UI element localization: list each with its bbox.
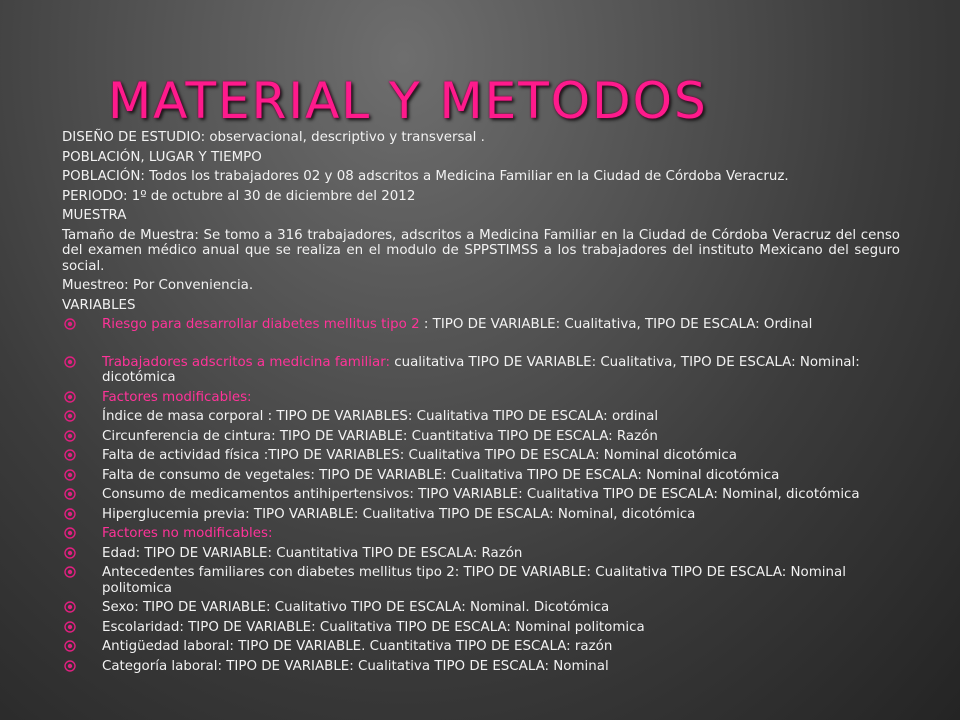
list-item bbox=[62, 526, 900, 542]
list-item bbox=[62, 565, 900, 596]
target-bullet-icon bbox=[64, 547, 76, 559]
list-item-text: : TIPO DE VARIABLE: Cualitativa, TIPO DE ESCALA: Ordinal bbox=[419, 317, 813, 332]
target-bullet-icon bbox=[64, 621, 76, 633]
target-bullet-icon bbox=[64, 430, 76, 442]
list-item-text: Circunferencia de cintura: TIPO DE VARIABLE: Cuantitativa TIPO DE ESCALA: Razón bbox=[102, 428, 658, 444]
target-bullet-icon bbox=[64, 391, 76, 403]
list-item-text: Consumo de medicamentos antihipertensivos: TIPO VARIABLE: Cualitativa TIPO DE ESCALA: Nominal, dicotómica bbox=[102, 487, 860, 502]
list-item-highlight: Riesgo para desarrollar diabetes mellitus tipo 2 bbox=[102, 317, 420, 332]
target-bullet-icon bbox=[64, 601, 76, 613]
target-bullet-icon bbox=[64, 527, 76, 539]
list-item-text: Categoría laboral: TIPO DE VARIABLE: Cualitativa TIPO DE ESCALA: Nominal bbox=[102, 658, 609, 674]
list-item bbox=[62, 600, 900, 616]
paragraph-variables-heading: VARIABLES bbox=[62, 297, 136, 313]
list-item-text: Antecedentes familiares con diabetes mellitus tipo 2: TIPO DE VARIABLE: Cualitativa TIPO DE ESCALA: Nominal politomica bbox=[102, 565, 846, 596]
target-bullet-icon bbox=[64, 469, 76, 481]
target-bullet-icon bbox=[64, 660, 76, 672]
list-item-text: Falta de actividad física :TIPO DE VARIABLES: Cualitativa TIPO DE ESCALA: Nominal dicotómica bbox=[102, 448, 737, 463]
paragraph-population: POBLACIÓN: Todos los trabajadores 02 y 08 adscritos a Medicina Familiar en la Ciudad de Córdoba Veracruz. bbox=[62, 169, 789, 184]
list-item-text: Sexo: TIPO DE VARIABLE: Cualitativo TIPO DE ESCALA: Nominal. Dicotómica bbox=[102, 600, 610, 615]
list-item bbox=[62, 639, 900, 655]
list-item bbox=[62, 448, 900, 464]
slide-content bbox=[62, 130, 900, 678]
list-item bbox=[62, 468, 900, 484]
target-bullet-icon bbox=[64, 566, 76, 578]
list-item-text: cualitativa TIPO DE VARIABLE: Cualitativa, TIPO DE ESCALA: Nominal: dicotómica bbox=[102, 354, 860, 385]
list-item bbox=[62, 355, 900, 386]
paragraph-population-heading: POBLACIÓN, LUGAR Y TIEMPO bbox=[62, 149, 262, 165]
target-bullet-icon bbox=[64, 449, 76, 461]
paragraph-sampling: Muestreo: Por Conveniencia. bbox=[62, 278, 254, 293]
list-item bbox=[62, 487, 900, 503]
list-item-text: Hiperglucemia previa: TIPO VARIABLE: Cualitativa TIPO DE ESCALA: Nominal, dicotómica bbox=[102, 506, 696, 522]
list-item-text: Edad: TIPO DE VARIABLE: Cuantitativa TIPO DE ESCALA: Razón bbox=[102, 545, 523, 561]
paragraph-period: PERIODO: 1º de octubre al 30 de diciembre del 2012 bbox=[62, 188, 416, 204]
slide-title: MATERIAL Y METODOS bbox=[108, 72, 708, 130]
list-item bbox=[62, 429, 900, 445]
target-bullet-icon bbox=[64, 410, 76, 422]
list-item bbox=[62, 620, 900, 636]
target-bullet-icon bbox=[64, 318, 76, 330]
list-item-text: Índice de masa corporal : TIPO DE VARIABLES: Cualitativa TIPO DE ESCALA: ordinal bbox=[102, 409, 659, 424]
list-item-highlight: Factores modificables: bbox=[102, 389, 252, 405]
target-bullet-icon bbox=[64, 356, 76, 368]
list-item-text: Falta de consumo de vegetales: TIPO DE VARIABLE: Cualitativa TIPO DE ESCALA: Nominal dicotómica bbox=[102, 467, 780, 483]
variables-list bbox=[62, 317, 900, 674]
target-bullet-icon bbox=[64, 488, 76, 500]
list-item bbox=[62, 409, 900, 425]
list-item bbox=[62, 390, 900, 406]
list-item bbox=[62, 317, 900, 333]
list-item bbox=[62, 507, 900, 523]
paragraph-sample-size: Tamaño de Muestra: Se tomo a 316 trabajadores, adscritos a Medicina Familiar en la Ciudad de Córdoba Veracruz del censo del examen médico anual que se realiza en el modulo de SPPSTIMSS a los trabajadores del instituto Mexicano del seguro social. bbox=[62, 227, 900, 274]
list-item-text: Escolaridad: TIPO DE VARIABLE: Cualitativa TIPO DE ESCALA: Nominal politomica bbox=[102, 619, 645, 635]
paragraph-study-design: DISEÑO DE ESTUDIO: observacional, descriptivo y transversal . bbox=[62, 130, 485, 145]
list-item-text: Antigüedad laboral: TIPO DE VARIABLE. Cuantitativa TIPO DE ESCALA: razón bbox=[102, 639, 613, 654]
target-bullet-icon bbox=[64, 640, 76, 652]
list-item bbox=[62, 546, 900, 562]
list-item-highlight: Factores no modificables: bbox=[102, 526, 273, 541]
paragraph-sample-heading: MUESTRA bbox=[62, 208, 127, 223]
list-item-highlight: Trabajadores adscritos a medicina familiar: bbox=[102, 354, 390, 370]
list-item bbox=[62, 659, 900, 675]
target-bullet-icon bbox=[64, 508, 76, 520]
